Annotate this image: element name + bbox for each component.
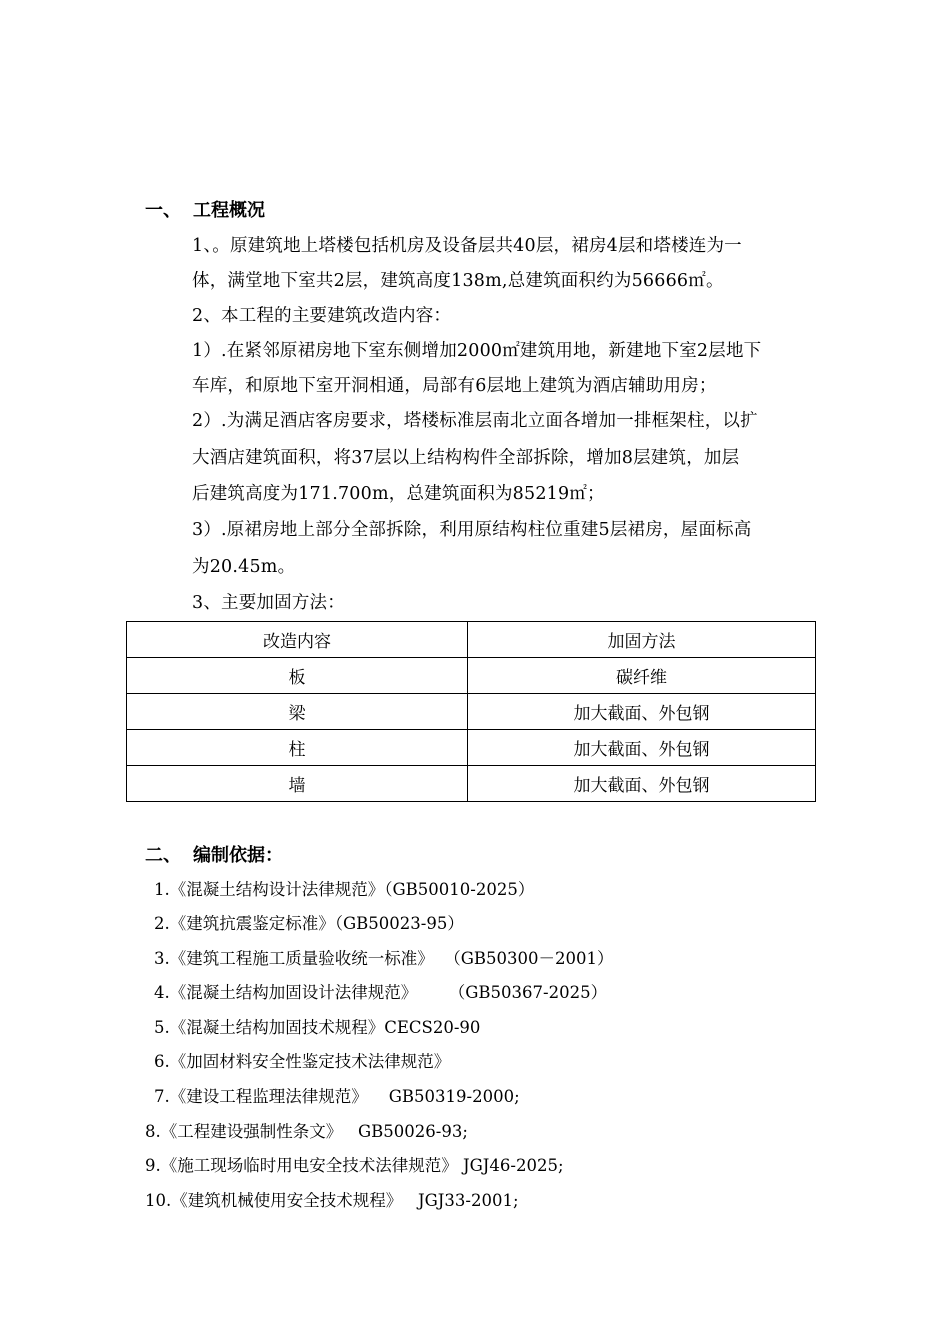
table-cell: 墙 — [127, 766, 468, 802]
table-header-row — [127, 622, 816, 658]
table-cell: 加大截面、外包钢 — [468, 766, 816, 802]
table-row — [127, 694, 816, 730]
table-row — [127, 658, 816, 694]
table-cell: 碳纤维 — [468, 658, 816, 694]
table-cell: 梁 — [127, 694, 468, 730]
reference-item: 9.《施工现场临时用电安全技术法律规范》 JGJ46-2025; — [145, 1156, 564, 1175]
table-cell: 板 — [127, 658, 468, 694]
table-cell: 加大截面、外包钢 — [468, 730, 816, 766]
body-line: 2、本工程的主要建筑改造内容： — [192, 306, 452, 326]
reference-item: 2.《建筑抗震鉴定标准》（GB50023-95） — [154, 914, 464, 933]
section-2-title: 编制依据： — [193, 845, 283, 866]
table-cell: 加大截面、外包钢 — [468, 694, 816, 730]
reference-item: 10.《建筑机械使用安全技术规程》 JGJ33-2001; — [145, 1191, 519, 1210]
body-line: 后建筑高度为171.700m，总建筑面积为85219㎡； — [192, 484, 605, 504]
table-row — [127, 766, 816, 802]
reference-item: 6.《加固材料安全性鉴定技术法律规范》 — [154, 1052, 451, 1071]
body-line: 大酒店建筑面积，将37层以上结构构件全部拆除，增加8层建筑，加层 — [192, 448, 740, 468]
body-line: 3）.原裙房地上部分全部拆除，利用原结构柱位重建5层裙房，屋面标高 — [192, 520, 752, 540]
reference-item: 8.《工程建设强制性条文》 GB50026-93; — [145, 1122, 468, 1141]
reference-item: 3.《建筑工程施工质量验收统一标准》 （GB50300－2001） — [154, 949, 614, 968]
body-line: 2）.为满足酒店客房要求，塔楼标准层南北立面各增加一排框架柱，以扩 — [192, 411, 758, 431]
table-cell: 柱 — [127, 730, 468, 766]
section-2-heading — [145, 841, 283, 867]
section-1-title: 工程概况 — [193, 200, 265, 221]
body-line: 车库，和原地下室开洞相通，局部有6层地上建筑为酒店辅助用房； — [192, 376, 717, 396]
body-line: 1、。原建筑地上塔楼包括机房及设备层共40层，裙房4层和塔楼连为一 — [192, 236, 742, 256]
reference-item: 4.《混凝土结构加固设计法律规范》 （GB50367-2025） — [154, 983, 608, 1002]
section-1-number: 一、 — [145, 200, 181, 221]
section-2-number: 二、 — [145, 845, 181, 866]
body-line: 1）.在紧邻原裙房地下室东侧增加2000㎡建筑用地，新建地下室2层地下 — [192, 341, 762, 361]
reference-item: 7.《建设工程监理法律规范》 GB50319-2000; — [154, 1087, 520, 1106]
reinforcement-table — [126, 621, 816, 802]
table-row — [127, 730, 816, 766]
table-header-cell: 加固方法 — [468, 622, 816, 658]
reference-item: 1.《混凝土结构设计法律规范》（GB50010-2025） — [154, 880, 535, 899]
table-header-cell: 改造内容 — [127, 622, 468, 658]
reference-item: 5.《混凝土结构加固技术规程》CECS20-90 — [154, 1018, 481, 1037]
section-1-heading — [145, 196, 265, 222]
body-line: 为20.45m。 — [192, 557, 296, 577]
body-line: 体，满堂地下室共2层，建筑高度138m,总建筑面积约为56666㎡。 — [192, 271, 724, 291]
body-line: 3、主要加固方法： — [192, 593, 345, 613]
